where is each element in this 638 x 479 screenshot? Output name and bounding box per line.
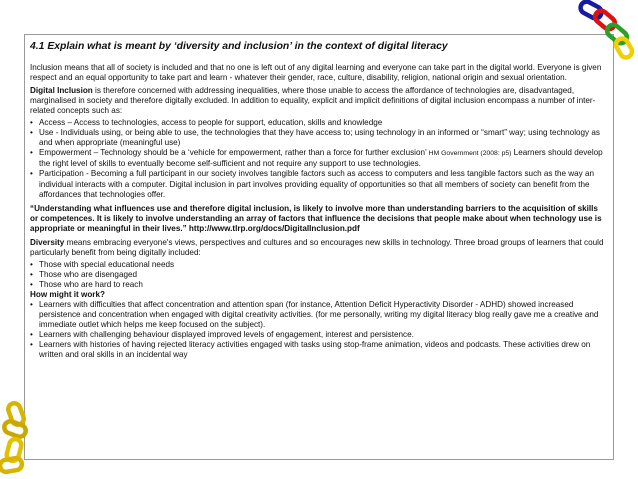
bullet-icon: • xyxy=(30,128,33,138)
list-item-how xyxy=(30,330,608,340)
list-item-how xyxy=(30,300,608,330)
bullet-icon: • xyxy=(30,259,33,269)
bullet-icon: • xyxy=(30,118,33,128)
list-item-use xyxy=(30,128,608,148)
how-heading: How might it work? xyxy=(30,289,105,299)
list-item-text: Use - Individuals using, or being able to use, the technologies that they have access to; using technology in an informed or “smart” way; using technology as and when appropriate (meaningful use) xyxy=(39,128,600,148)
bullet-icon: • xyxy=(30,279,33,289)
list-item-text: Learners with histories of having rejected literacy activities engaged with tasks using stop-frame animation, videos and podcasts. These activities drew on written and oral skills in an incidental way xyxy=(39,340,591,360)
list-item-text: Learners with difficulties that affect concentration and attention span (for instance, Attention Deficit Hyperactivity Disorder - ADHD) showed increased persistence and concentration when engaged with digital creativity activities. (for me personally, writing my digital literacy blog really gave me a creative and immediate outlet which helps me keep focused on the subject). xyxy=(39,300,599,330)
gold-chain-icon xyxy=(0,399,50,479)
citation: HM Government (2008: p5) xyxy=(426,150,512,158)
list-item-text: Learners with challenging behaviour displayed improved levels of engagement, interest and persistence. xyxy=(39,330,414,340)
list-item-participation xyxy=(30,169,608,199)
bullet-icon: • xyxy=(30,330,33,340)
list-item-text: Empowerment – Technology should be a ‘vehicle for empowerment, rather than a force for further exclusion’ xyxy=(39,148,427,158)
bullet-icon: • xyxy=(30,269,33,279)
list-item-access xyxy=(30,118,608,128)
list-item-group xyxy=(30,260,608,270)
digital-inclusion-paragraph xyxy=(30,86,608,116)
list-item-text: Participation - Becoming a full participant in our society involves tangible factors such as access to computers and less tangible factors such as the way an individual interacts with a computer. Digital inclusion in part involves providing equality of opportunities so that all members of society can benefit from the affordances that technologies offer. xyxy=(39,169,595,199)
list-item-text: Access – Access to technologies, access to people for support, education, skills and knowledge xyxy=(39,118,383,128)
list-item-empowerment xyxy=(30,148,608,169)
bullet-icon: • xyxy=(30,169,33,179)
bullet-icon: • xyxy=(30,148,33,158)
diversity-term: Diversity xyxy=(30,237,65,247)
inclusion-paragraph: Inclusion means that all of society is included and that no one is left out of any digital learning and everyone can take part in the digital world. Everyone is given respect and an equal opportunity to take part and learn - whatever their gender, race, culture, disability, religion, national origin and sexual orientation. xyxy=(30,63,602,83)
diversity-paragraph xyxy=(30,238,608,258)
list-item-how xyxy=(30,340,608,360)
quote-paragraph: “Understanding what influences use and therefore digital inclusion, is likely to involve more than understanding barriers to the acquisition of skills or competences. It is likely to involve understanding an array of factors that influence the decisions that people make about when technology use is appropriate or meaningful in their lives.” http://www.tlrp.org/docs/DigitalInclusion.pdf xyxy=(30,203,602,233)
bullet-icon: • xyxy=(30,300,33,310)
diversity-text: means embracing everyone's views, perspectives and cultures and so encourages new skills in technology. Three broad groups of learners that could particularly benefit from being digitally included: xyxy=(30,237,604,257)
digital-inclusion-text: is therefore concerned with addressing inequalities, where those unable to access the affordance of technologies are, disadvantaged, marginalised in society and therefore digitally excluded. In addition to equality, explicit and implicit definitions of digital inclusion encompass a number of inter-related concepts such as: xyxy=(30,86,596,116)
list-item-group xyxy=(30,270,608,280)
bullet-icon: • xyxy=(30,340,33,350)
list-item-text: Those with special educational needs xyxy=(39,259,175,269)
list-item-text-continued: Learners should develop the right level of skills to eventually become self-sufficient and not require any support to use technologies. xyxy=(39,148,603,169)
list-item-text: Those who are hard to reach xyxy=(39,279,143,289)
digital-inclusion-term: Digital Inclusion xyxy=(30,86,93,96)
list-item-group xyxy=(30,280,608,290)
list-item-text: Those who are disengaged xyxy=(39,269,138,279)
slide-content xyxy=(30,40,608,360)
page-title: 4.1 Explain what is meant by ‘diversity and inclusion’ in the context of digital literacy xyxy=(30,41,448,52)
